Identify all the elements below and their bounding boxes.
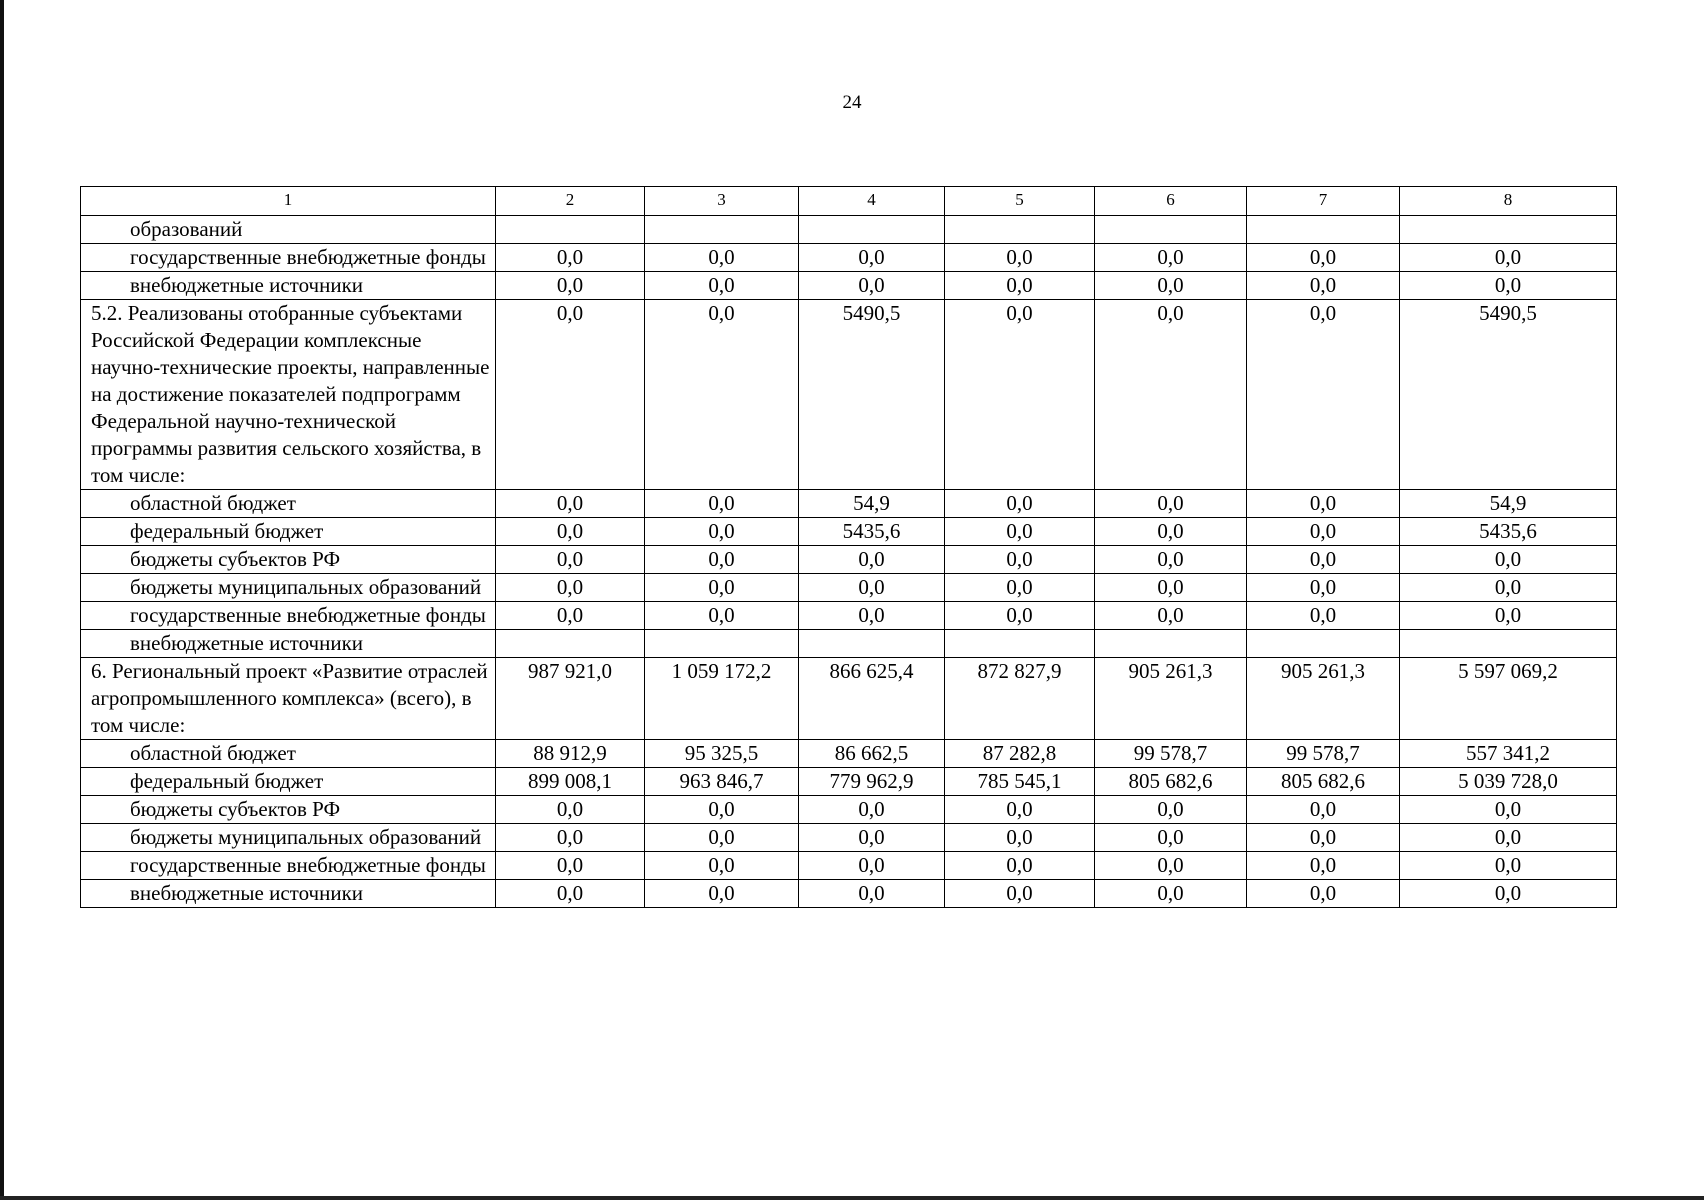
row-label: государственные внебюджетные фонды — [81, 602, 496, 630]
table-row — [81, 574, 1617, 602]
table-cell: 0,0 — [1247, 602, 1400, 630]
table-cell: 5490,5 — [1400, 300, 1617, 490]
table-cell: 54,9 — [1400, 490, 1617, 518]
table-cell: 0,0 — [1095, 490, 1247, 518]
table-cell: 905 261,3 — [1095, 658, 1247, 740]
table-row — [81, 880, 1617, 908]
table-cell: 0,0 — [1400, 574, 1617, 602]
table-row — [81, 300, 1617, 490]
table-cell: 0,0 — [645, 824, 799, 852]
table-cell: 86 662,5 — [799, 740, 945, 768]
row-label: внебюджетные источники — [81, 272, 496, 300]
table-cell — [1247, 216, 1400, 244]
table-cell — [645, 630, 799, 658]
table-cell: 0,0 — [945, 574, 1095, 602]
table-cell: 0,0 — [799, 880, 945, 908]
table-cell: 0,0 — [945, 300, 1095, 490]
column-header: 3 — [645, 187, 799, 216]
table-cell: 0,0 — [945, 824, 1095, 852]
table-cell: 0,0 — [799, 796, 945, 824]
table-cell: 0,0 — [1095, 244, 1247, 272]
table-cell: 0,0 — [945, 490, 1095, 518]
row-label: бюджеты муниципальных образований — [81, 574, 496, 602]
table-cell — [799, 630, 945, 658]
table-row — [81, 740, 1617, 768]
table-cell: 0,0 — [645, 244, 799, 272]
table-cell: 0,0 — [645, 796, 799, 824]
table-row — [81, 630, 1617, 658]
table-cell: 0,0 — [799, 546, 945, 574]
row-label: государственные внебюджетные фонды — [81, 244, 496, 272]
table-cell: 0,0 — [1247, 518, 1400, 546]
table-row — [81, 518, 1617, 546]
row-label: 6. Региональный проект «Развитие отраслей агропромышленного комплекса» (всего), в том числе: — [81, 658, 496, 740]
table-cell: 95 325,5 — [645, 740, 799, 768]
page-number: 24 — [842, 92, 862, 113]
table-cell: 0,0 — [1095, 852, 1247, 880]
column-header: 8 — [1400, 187, 1617, 216]
table-cell: 88 912,9 — [496, 740, 645, 768]
table-cell: 0,0 — [1095, 574, 1247, 602]
table-row — [81, 216, 1617, 244]
row-label: федеральный бюджет — [81, 518, 496, 546]
scan-edge-bottom — [0, 1196, 1704, 1200]
table-cell: 805 682,6 — [1095, 768, 1247, 796]
column-header: 1 — [81, 187, 496, 216]
table-cell: 557 341,2 — [1400, 740, 1617, 768]
table-cell: 0,0 — [496, 490, 645, 518]
table-cell: 785 545,1 — [945, 768, 1095, 796]
table-row — [81, 272, 1617, 300]
table-cell: 0,0 — [1247, 880, 1400, 908]
table-cell: 779 962,9 — [799, 768, 945, 796]
table-cell: 0,0 — [496, 244, 645, 272]
table-cell: 0,0 — [645, 490, 799, 518]
table-cell: 0,0 — [1095, 272, 1247, 300]
table-cell: 0,0 — [496, 852, 645, 880]
table-cell: 899 008,1 — [496, 768, 645, 796]
table-cell: 0,0 — [496, 546, 645, 574]
table-cell: 0,0 — [496, 880, 645, 908]
table-cell — [496, 216, 645, 244]
table-cell: 0,0 — [1247, 574, 1400, 602]
table-body — [81, 216, 1617, 908]
table-cell: 0,0 — [1400, 796, 1617, 824]
table-cell: 0,0 — [1247, 300, 1400, 490]
table-cell — [1400, 216, 1617, 244]
table-cell: 0,0 — [799, 852, 945, 880]
row-label: 5.2. Реализованы отобранные субъектами Российской Федерации комплексные научно-технические проекты, направленные на достижение показателей подпрограмм Федеральной научно-технической программы развития сельского хозяйства, в том числе: — [81, 300, 496, 490]
table-cell: 0,0 — [799, 244, 945, 272]
table-cell: 0,0 — [1095, 300, 1247, 490]
column-header: 4 — [799, 187, 945, 216]
table-cell: 0,0 — [1095, 824, 1247, 852]
table-row — [81, 546, 1617, 574]
table-cell: 0,0 — [1095, 602, 1247, 630]
table-cell: 0,0 — [645, 518, 799, 546]
table-cell: 0,0 — [1247, 796, 1400, 824]
table-cell: 0,0 — [496, 824, 645, 852]
row-label: областной бюджет — [81, 740, 496, 768]
table-cell: 805 682,6 — [1247, 768, 1400, 796]
table-cell: 0,0 — [1400, 880, 1617, 908]
table-cell: 0,0 — [645, 546, 799, 574]
table-cell: 0,0 — [945, 602, 1095, 630]
row-label: бюджеты субъектов РФ — [81, 796, 496, 824]
table-cell: 99 578,7 — [1247, 740, 1400, 768]
table-cell: 5435,6 — [1400, 518, 1617, 546]
table-cell: 963 846,7 — [645, 768, 799, 796]
table-row — [81, 768, 1617, 796]
column-header: 7 — [1247, 187, 1400, 216]
table-cell — [945, 216, 1095, 244]
table-cell — [1095, 216, 1247, 244]
table-cell — [945, 630, 1095, 658]
table-row — [81, 602, 1617, 630]
row-label: областной бюджет — [81, 490, 496, 518]
table-cell: 0,0 — [1247, 272, 1400, 300]
row-label: внебюджетные источники — [81, 880, 496, 908]
table-cell: 987 921,0 — [496, 658, 645, 740]
table-cell: 0,0 — [1095, 518, 1247, 546]
table-cell: 5 597 069,2 — [1400, 658, 1617, 740]
table-cell: 0,0 — [1247, 824, 1400, 852]
table-row — [81, 658, 1617, 740]
table-cell: 5 039 728,0 — [1400, 768, 1617, 796]
table-row — [81, 244, 1617, 272]
row-label: федеральный бюджет — [81, 768, 496, 796]
budget-table — [80, 186, 1617, 908]
table-cell: 0,0 — [1095, 880, 1247, 908]
table-cell — [1400, 630, 1617, 658]
table-cell: 0,0 — [496, 796, 645, 824]
table-cell: 0,0 — [945, 880, 1095, 908]
row-label: образований — [81, 216, 496, 244]
table-cell: 5490,5 — [799, 300, 945, 490]
table-cell — [645, 216, 799, 244]
table-cell: 99 578,7 — [1095, 740, 1247, 768]
table-cell: 0,0 — [1095, 546, 1247, 574]
table-row — [81, 824, 1617, 852]
table-cell: 0,0 — [645, 272, 799, 300]
table-cell: 0,0 — [1400, 824, 1617, 852]
table-cell: 0,0 — [1247, 244, 1400, 272]
table-cell: 0,0 — [645, 300, 799, 490]
table-cell — [1247, 630, 1400, 658]
table-cell: 0,0 — [496, 574, 645, 602]
table-row — [81, 852, 1617, 880]
table-cell: 872 827,9 — [945, 658, 1095, 740]
table-cell: 54,9 — [799, 490, 945, 518]
table-cell: 0,0 — [1247, 490, 1400, 518]
table-cell: 0,0 — [645, 574, 799, 602]
row-label: бюджеты муниципальных образований — [81, 824, 496, 852]
table-cell: 0,0 — [1400, 546, 1617, 574]
table-cell: 0,0 — [1247, 546, 1400, 574]
header-row — [81, 187, 1617, 216]
table-cell: 1 059 172,2 — [645, 658, 799, 740]
column-header: 6 — [1095, 187, 1247, 216]
table-cell: 866 625,4 — [799, 658, 945, 740]
table-row — [81, 796, 1617, 824]
row-label: государственные внебюджетные фонды — [81, 852, 496, 880]
row-label: внебюджетные источники — [81, 630, 496, 658]
table-cell: 0,0 — [645, 880, 799, 908]
scan-edge-left — [0, 0, 4, 1200]
table-cell: 0,0 — [1400, 602, 1617, 630]
table-cell — [496, 630, 645, 658]
table-cell: 0,0 — [645, 852, 799, 880]
table-cell: 0,0 — [645, 602, 799, 630]
table-cell: 0,0 — [945, 244, 1095, 272]
table-cell: 0,0 — [799, 272, 945, 300]
table-cell: 0,0 — [945, 796, 1095, 824]
table-cell: 0,0 — [1095, 796, 1247, 824]
table-cell: 0,0 — [945, 272, 1095, 300]
table-cell: 0,0 — [799, 824, 945, 852]
table-row — [81, 490, 1617, 518]
table-cell: 0,0 — [1400, 272, 1617, 300]
table-cell: 0,0 — [1400, 852, 1617, 880]
table-cell: 0,0 — [496, 518, 645, 546]
table-cell: 0,0 — [945, 518, 1095, 546]
table-cell: 0,0 — [1400, 244, 1617, 272]
table-cell — [799, 216, 945, 244]
column-header: 5 — [945, 187, 1095, 216]
table-cell: 0,0 — [799, 602, 945, 630]
table-cell: 87 282,8 — [945, 740, 1095, 768]
table-cell: 905 261,3 — [1247, 658, 1400, 740]
table-cell: 0,0 — [799, 574, 945, 602]
table-cell: 0,0 — [945, 852, 1095, 880]
table-cell: 0,0 — [496, 272, 645, 300]
table-cell: 0,0 — [496, 602, 645, 630]
column-header: 2 — [496, 187, 645, 216]
table-cell: 0,0 — [945, 546, 1095, 574]
table-cell — [1095, 630, 1247, 658]
table-cell: 0,0 — [1247, 852, 1400, 880]
table-cell: 0,0 — [496, 300, 645, 490]
table-cell: 5435,6 — [799, 518, 945, 546]
row-label: бюджеты субъектов РФ — [81, 546, 496, 574]
